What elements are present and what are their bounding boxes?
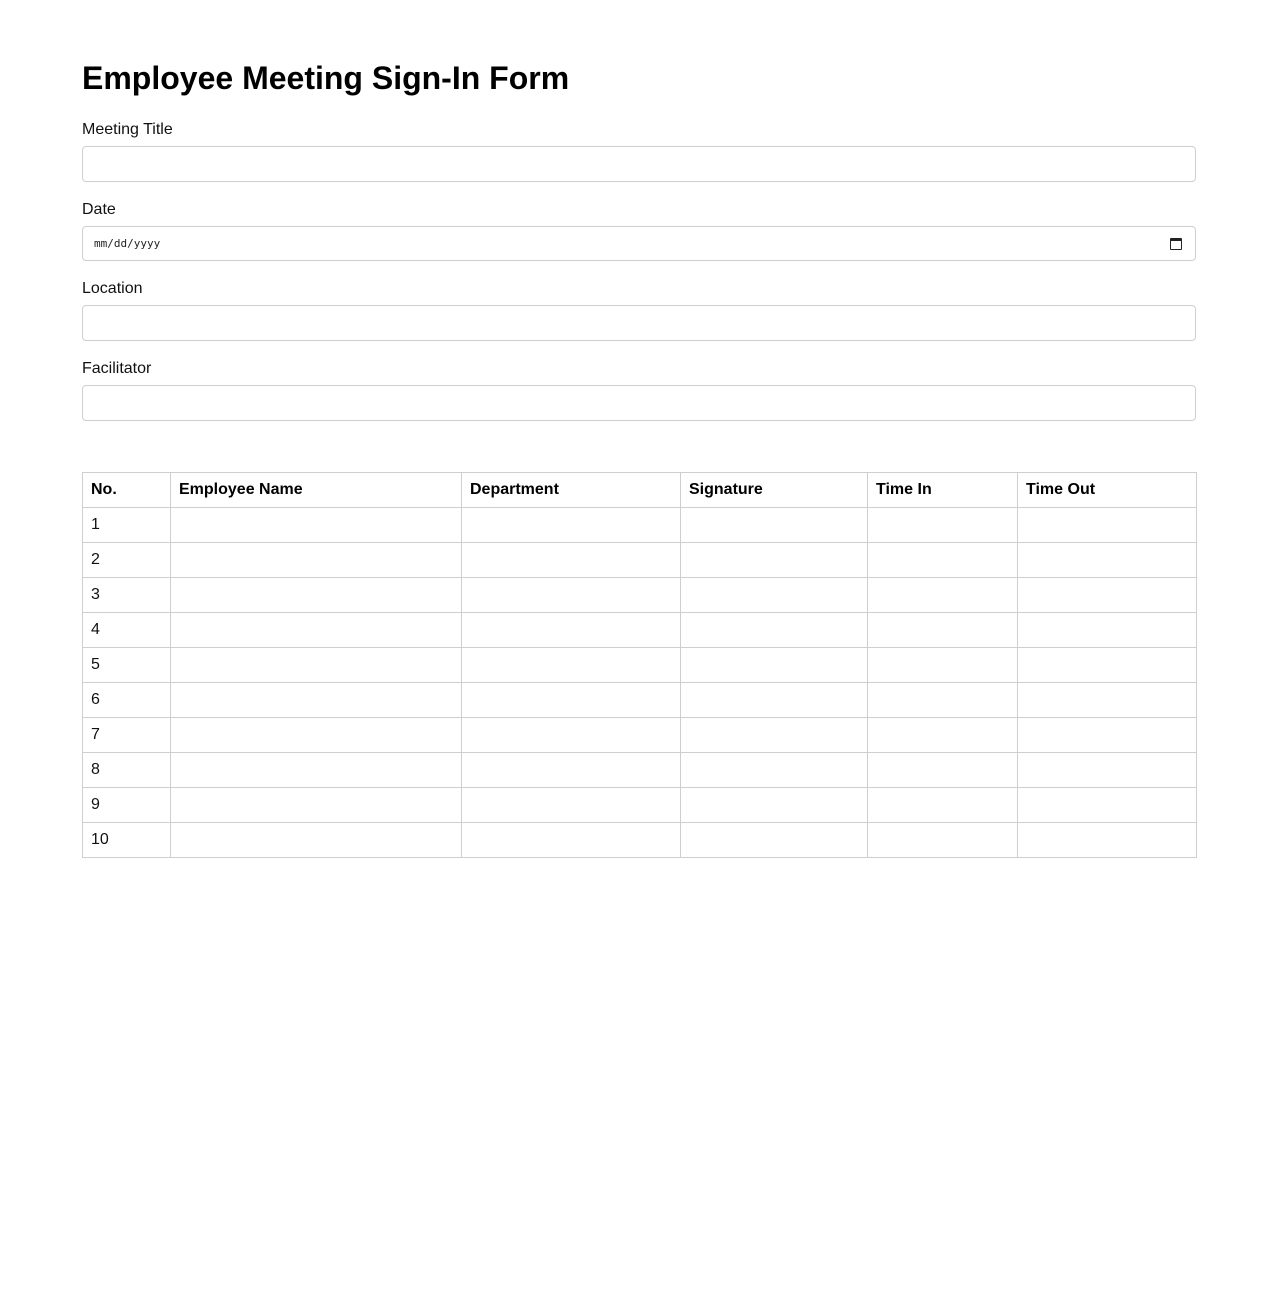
date-field <box>82 200 1196 261</box>
form-container <box>82 58 1196 848</box>
table-row <box>83 578 1197 613</box>
row-number-cell: 4 <box>83 613 171 648</box>
meeting-title-input[interactable] <box>82 146 1196 182</box>
table-row <box>83 508 1197 543</box>
time-in-cell[interactable] <box>868 753 1018 788</box>
department-cell[interactable] <box>462 648 681 683</box>
employee-name-cell[interactable] <box>171 823 462 858</box>
employee-name-cell[interactable] <box>171 683 462 718</box>
header-time-in: Time In <box>868 473 1018 508</box>
table-header-row <box>83 473 1197 508</box>
signature-cell[interactable] <box>681 718 868 753</box>
employee-name-cell[interactable] <box>171 648 462 683</box>
department-cell[interactable] <box>462 578 681 613</box>
time-out-cell[interactable] <box>1018 683 1197 718</box>
row-number-cell: 3 <box>83 578 171 613</box>
date-label: Date <box>82 201 116 218</box>
header-time-out: Time Out <box>1018 473 1197 508</box>
time-out-cell[interactable] <box>1018 578 1197 613</box>
table-row <box>83 683 1197 718</box>
page-title: Employee Meeting Sign-In Form <box>82 60 570 96</box>
time-in-cell[interactable] <box>868 648 1018 683</box>
employee-name-cell[interactable] <box>171 578 462 613</box>
time-out-cell[interactable] <box>1018 543 1197 578</box>
table-row <box>83 543 1197 578</box>
signature-cell[interactable] <box>681 823 868 858</box>
department-cell[interactable] <box>462 823 681 858</box>
department-cell[interactable] <box>462 613 681 648</box>
table-row <box>83 823 1197 858</box>
employee-name-cell[interactable] <box>171 753 462 788</box>
time-out-cell[interactable] <box>1018 753 1197 788</box>
meeting-title-field <box>82 120 1196 182</box>
signature-cell[interactable] <box>681 788 868 823</box>
time-in-cell[interactable] <box>868 718 1018 753</box>
employee-name-cell[interactable] <box>171 788 462 823</box>
time-in-cell[interactable] <box>868 788 1018 823</box>
row-number-cell: 10 <box>83 823 171 858</box>
table-row <box>83 788 1197 823</box>
row-number-cell: 5 <box>83 648 171 683</box>
time-out-cell[interactable] <box>1018 508 1197 543</box>
department-cell[interactable] <box>462 788 681 823</box>
employee-name-cell[interactable] <box>171 718 462 753</box>
signature-cell[interactable] <box>681 508 868 543</box>
location-field <box>82 279 1196 341</box>
time-in-cell[interactable] <box>868 683 1018 718</box>
department-cell[interactable] <box>462 508 681 543</box>
header-employee-name: Employee Name <box>171 473 462 508</box>
row-number-cell: 2 <box>83 543 171 578</box>
location-label: Location <box>82 280 143 297</box>
header-signature: Signature <box>681 473 868 508</box>
location-input[interactable] <box>82 305 1196 341</box>
signature-cell[interactable] <box>681 683 868 718</box>
header-no: No. <box>83 473 171 508</box>
time-out-cell[interactable] <box>1018 718 1197 753</box>
signature-cell[interactable] <box>681 543 868 578</box>
row-number-cell: 6 <box>83 683 171 718</box>
department-cell[interactable] <box>462 753 681 788</box>
header-department: Department <box>462 473 681 508</box>
row-number-cell: 9 <box>83 788 171 823</box>
time-in-cell[interactable] <box>868 578 1018 613</box>
table-row <box>83 753 1197 788</box>
meeting-title-label: Meeting Title <box>82 121 173 138</box>
time-in-cell[interactable] <box>868 543 1018 578</box>
department-cell[interactable] <box>462 683 681 718</box>
employee-name-cell[interactable] <box>171 613 462 648</box>
time-in-cell[interactable] <box>868 613 1018 648</box>
facilitator-input[interactable] <box>82 385 1196 421</box>
employee-name-cell[interactable] <box>171 543 462 578</box>
date-input[interactable] <box>82 226 1196 261</box>
date-placeholder: mm/dd/yyyy <box>94 237 161 250</box>
facilitator-field <box>82 359 1196 421</box>
sign-in-table <box>82 472 1197 858</box>
facilitator-label: Facilitator <box>82 360 152 377</box>
signature-cell[interactable] <box>681 753 868 788</box>
time-out-cell[interactable] <box>1018 613 1197 648</box>
table-row <box>83 718 1197 753</box>
time-out-cell[interactable] <box>1018 788 1197 823</box>
department-cell[interactable] <box>462 543 681 578</box>
calendar-icon[interactable] <box>1170 238 1182 250</box>
time-in-cell[interactable] <box>868 508 1018 543</box>
row-number-cell: 1 <box>83 508 171 543</box>
row-number-cell: 7 <box>83 718 171 753</box>
time-out-cell[interactable] <box>1018 648 1197 683</box>
signature-cell[interactable] <box>681 613 868 648</box>
table-row <box>83 648 1197 683</box>
time-out-cell[interactable] <box>1018 823 1197 858</box>
department-cell[interactable] <box>462 718 681 753</box>
table-row <box>83 613 1197 648</box>
time-in-cell[interactable] <box>868 823 1018 858</box>
signature-cell[interactable] <box>681 578 868 613</box>
signature-cell[interactable] <box>681 648 868 683</box>
row-number-cell: 8 <box>83 753 171 788</box>
employee-name-cell[interactable] <box>171 508 462 543</box>
